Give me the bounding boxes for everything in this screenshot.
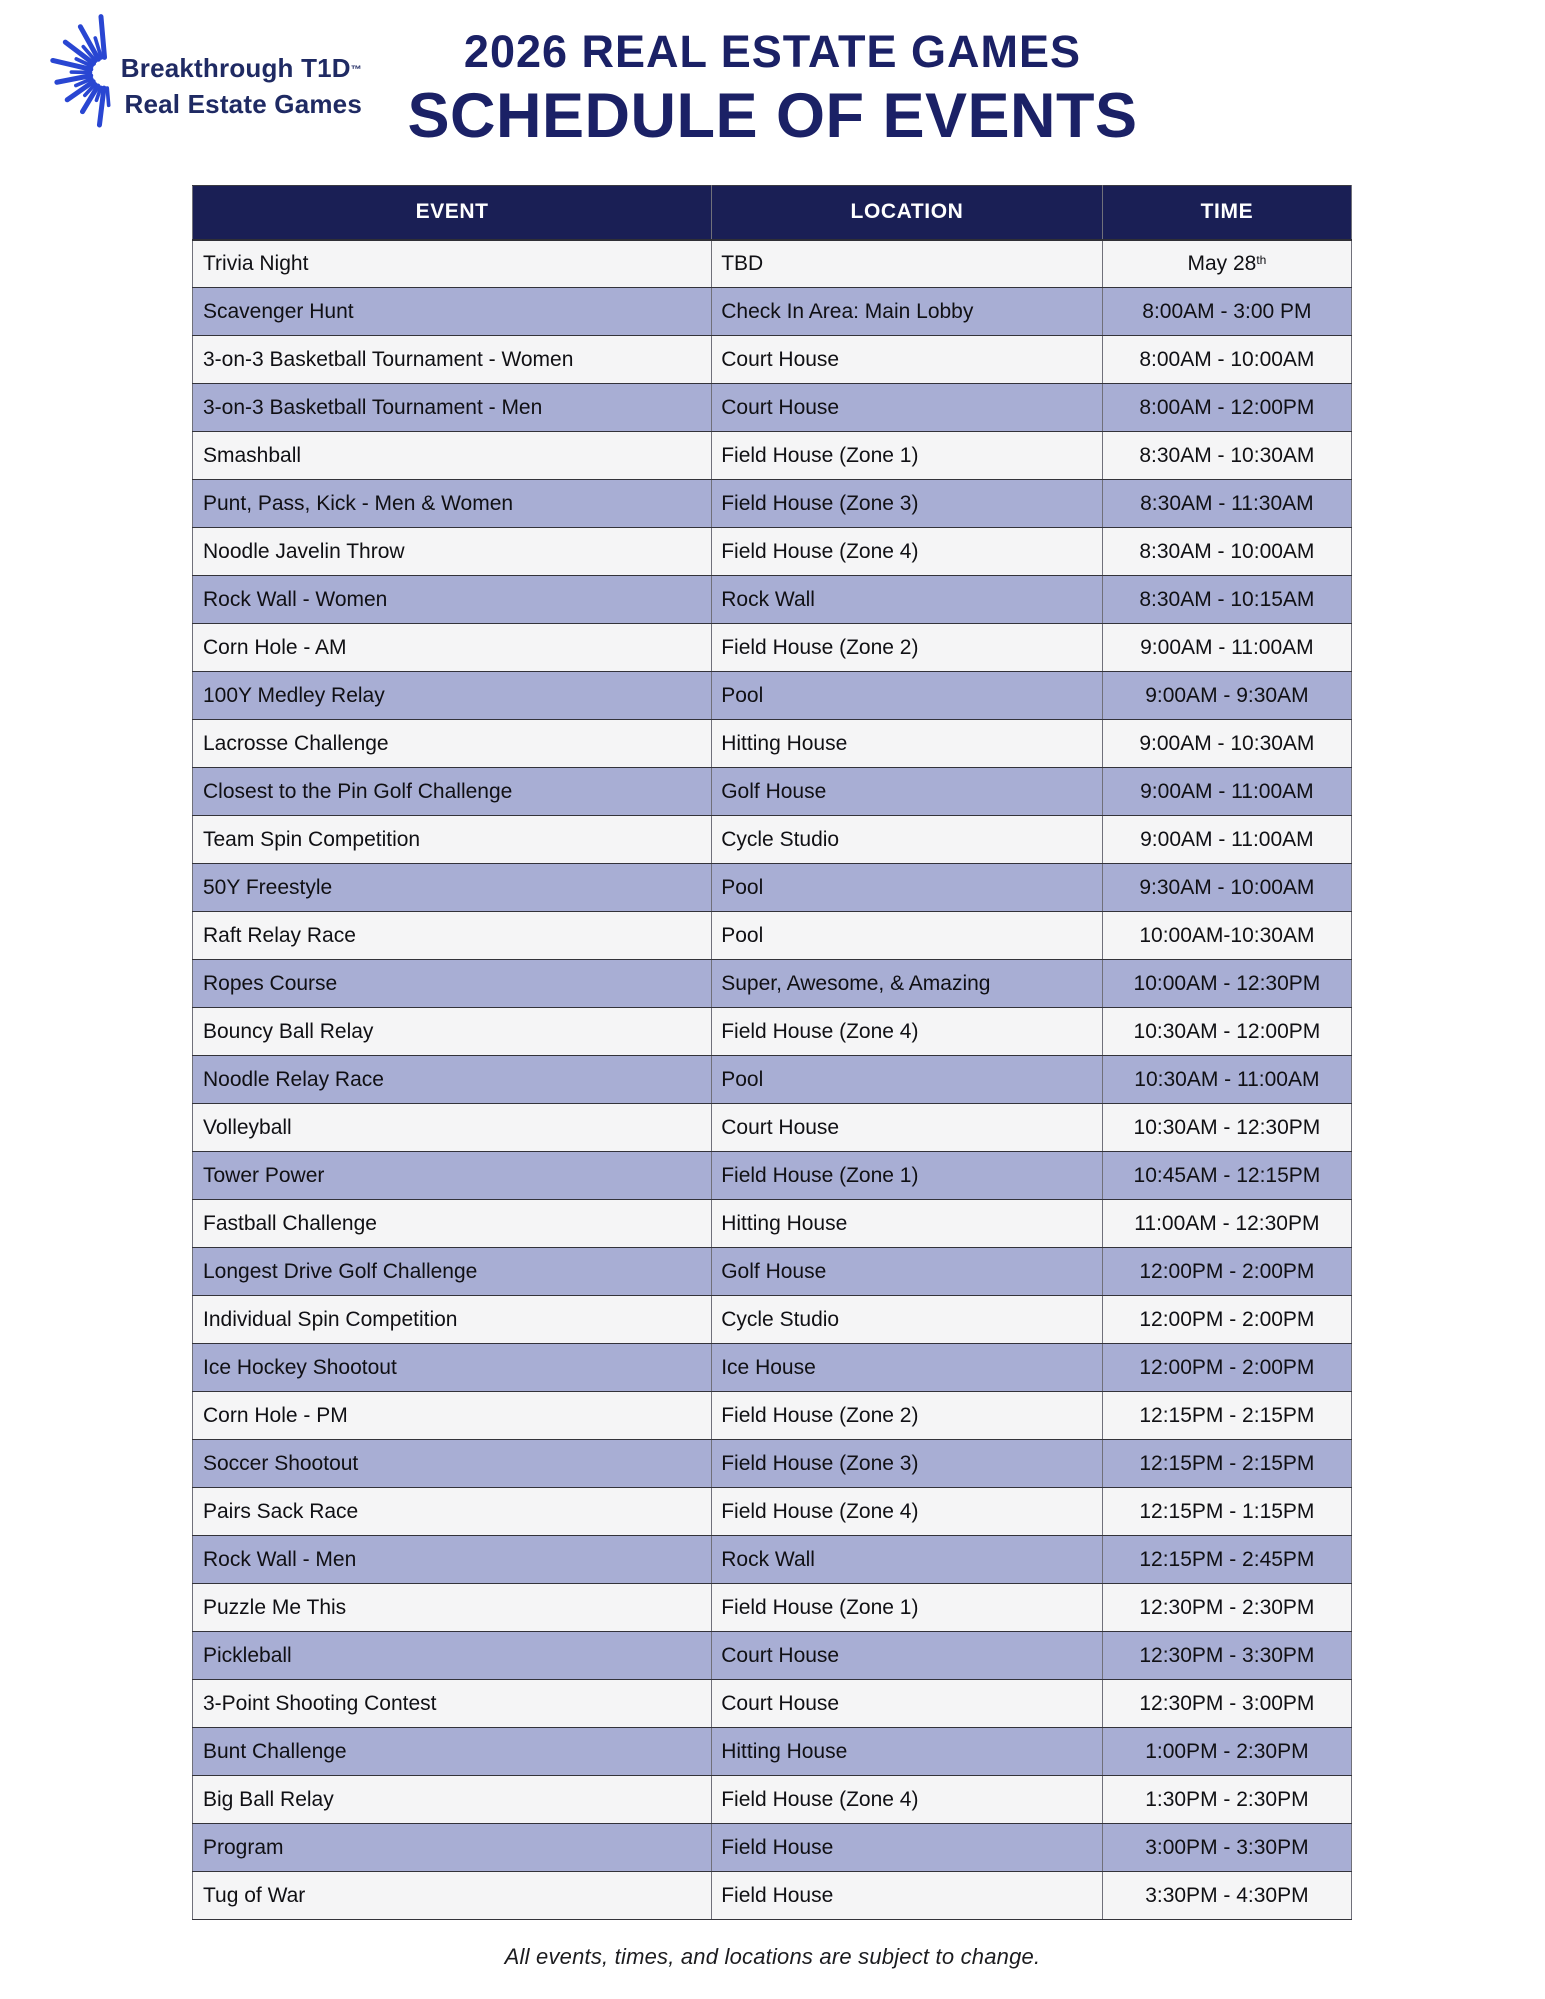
location-cell: Field House [712, 1824, 1103, 1872]
event-cell: 3-on-3 Basketball Tournament - Women [193, 336, 712, 384]
location-cell: Rock Wall [712, 576, 1103, 624]
location-cell: Field House (Zone 1) [712, 432, 1103, 480]
location-cell: Pool [712, 1056, 1103, 1104]
table-header-row [193, 186, 1352, 240]
time-cell: 1:30PM - 2:30PM [1102, 1776, 1351, 1824]
time-cell: 8:30AM - 11:30AM [1102, 480, 1351, 528]
table-row [193, 816, 1352, 864]
time-cell: 1:00PM - 2:30PM [1102, 1728, 1351, 1776]
table-row [193, 1680, 1352, 1728]
time-cell: 8:00AM - 3:00 PM [1102, 288, 1351, 336]
event-cell: Noodle Javelin Throw [193, 528, 712, 576]
event-cell: Raft Relay Race [193, 912, 712, 960]
event-cell: Volleyball [193, 1104, 712, 1152]
location-cell: Field House (Zone 2) [712, 624, 1103, 672]
location-cell: Super, Awesome, & Amazing [712, 960, 1103, 1008]
event-cell: Scavenger Hunt [193, 288, 712, 336]
time-cell: 9:00AM - 9:30AM [1102, 672, 1351, 720]
location-cell: Pool [712, 912, 1103, 960]
time-cell: 9:30AM - 10:00AM [1102, 864, 1351, 912]
event-cell: 50Y Freestyle [193, 864, 712, 912]
event-cell: Individual Spin Competition [193, 1296, 712, 1344]
event-cell: Smashball [193, 432, 712, 480]
time-cell: 8:00AM - 12:00PM [1102, 384, 1351, 432]
table-row [193, 1776, 1352, 1824]
table-row [193, 336, 1352, 384]
location-cell: Hitting House [712, 1728, 1103, 1776]
event-cell: Lacrosse Challenge [193, 720, 712, 768]
time-cell: 9:00AM - 10:30AM [1102, 720, 1351, 768]
time-cell: 12:30PM - 3:00PM [1102, 1680, 1351, 1728]
trademark-symbol: ™ [350, 64, 362, 76]
event-cell: Team Spin Competition [193, 816, 712, 864]
location-cell: Field House (Zone 3) [712, 480, 1103, 528]
table-row [193, 480, 1352, 528]
table-row [193, 1344, 1352, 1392]
table-row [193, 1104, 1352, 1152]
location-cell: Field House (Zone 4) [712, 1488, 1103, 1536]
column-header-event: EVENT [193, 186, 712, 240]
time-cell: 12:30PM - 3:30PM [1102, 1632, 1351, 1680]
location-cell: Hitting House [712, 720, 1103, 768]
table-row [193, 1200, 1352, 1248]
location-cell: Court House [712, 1680, 1103, 1728]
table-row [193, 864, 1352, 912]
table-row [193, 1488, 1352, 1536]
table-row [193, 1584, 1352, 1632]
time-cell: 3:00PM - 3:30PM [1102, 1824, 1351, 1872]
location-cell: Field House [712, 1872, 1103, 1920]
time-cell: 11:00AM - 12:30PM [1102, 1200, 1351, 1248]
table-row [193, 672, 1352, 720]
schedule-table [192, 185, 1352, 1920]
table-row [193, 432, 1352, 480]
location-cell: Field House (Zone 1) [712, 1584, 1103, 1632]
time-cell: 9:00AM - 11:00AM [1102, 816, 1351, 864]
event-cell: Tower Power [193, 1152, 712, 1200]
location-cell: Field House (Zone 1) [712, 1152, 1103, 1200]
table-row [193, 768, 1352, 816]
location-cell: Golf House [712, 1248, 1103, 1296]
location-cell: TBD [712, 240, 1103, 288]
location-cell: Golf House [712, 768, 1103, 816]
title-year-line: 2026 REAL ESTATE GAMES [463, 26, 1082, 77]
page-title [0, 26, 1545, 152]
time-cell: 10:00AM-10:30AM [1102, 912, 1351, 960]
time-cell: 12:15PM - 2:15PM [1102, 1440, 1351, 1488]
event-cell: Trivia Night [193, 240, 712, 288]
time-cell: 12:30PM - 2:30PM [1102, 1584, 1351, 1632]
table-row [193, 1248, 1352, 1296]
time-cell: 12:00PM - 2:00PM [1102, 1344, 1351, 1392]
table-row [193, 1440, 1352, 1488]
event-cell: Longest Drive Golf Challenge [193, 1248, 712, 1296]
event-cell: Pairs Sack Race [193, 1488, 712, 1536]
location-cell: Court House [712, 1632, 1103, 1680]
event-cell: Noodle Relay Race [193, 1056, 712, 1104]
location-cell: Court House [712, 336, 1103, 384]
event-cell: Program [193, 1824, 712, 1872]
event-cell: Big Ball Relay [193, 1776, 712, 1824]
table-row [193, 960, 1352, 1008]
table-row [193, 528, 1352, 576]
time-cell: 12:00PM - 2:00PM [1102, 1248, 1351, 1296]
event-cell: Soccer Shootout [193, 1440, 712, 1488]
time-cell: 10:45AM - 12:15PM [1102, 1152, 1351, 1200]
time-cell: May 28th [1102, 240, 1351, 288]
time-cell: 8:30AM - 10:15AM [1102, 576, 1351, 624]
location-cell: Cycle Studio [712, 816, 1103, 864]
time-cell: 8:00AM - 10:00AM [1102, 336, 1351, 384]
time-cell: 10:00AM - 12:30PM [1102, 960, 1351, 1008]
table-row [193, 576, 1352, 624]
event-cell: 3-on-3 Basketball Tournament - Men [193, 384, 712, 432]
table-row [193, 720, 1352, 768]
event-cell: Bouncy Ball Relay [193, 1008, 712, 1056]
location-cell: Hitting House [712, 1200, 1103, 1248]
table-row [193, 1824, 1352, 1872]
time-cell: 9:00AM - 11:00AM [1102, 768, 1351, 816]
event-cell: Rock Wall - Women [193, 576, 712, 624]
location-cell: Check In Area: Main Lobby [712, 288, 1103, 336]
time-cell: 12:00PM - 2:00PM [1102, 1296, 1351, 1344]
event-cell: Ice Hockey Shootout [193, 1344, 712, 1392]
location-cell: Field House (Zone 4) [712, 1776, 1103, 1824]
event-cell: Bunt Challenge [193, 1728, 712, 1776]
logo-line2: Real Estate Games [124, 89, 362, 119]
event-cell: Tug of War [193, 1872, 712, 1920]
table-row [193, 1872, 1352, 1920]
location-cell: Pool [712, 864, 1103, 912]
column-header-time: TIME [1102, 186, 1351, 240]
time-cell: 8:30AM - 10:30AM [1102, 432, 1351, 480]
time-cell: 8:30AM - 10:00AM [1102, 528, 1351, 576]
table-row [193, 1728, 1352, 1776]
location-cell: Rock Wall [712, 1536, 1103, 1584]
event-cell: Fastball Challenge [193, 1200, 712, 1248]
event-cell: 100Y Medley Relay [193, 672, 712, 720]
location-cell: Field House (Zone 3) [712, 1440, 1103, 1488]
time-cell: 10:30AM - 11:00AM [1102, 1056, 1351, 1104]
time-cell: 3:30PM - 4:30PM [1102, 1872, 1351, 1920]
event-cell: Corn Hole - PM [193, 1392, 712, 1440]
time-cell: 10:30AM - 12:30PM [1102, 1104, 1351, 1152]
table-row [193, 1632, 1352, 1680]
table-row [193, 624, 1352, 672]
column-header-location: LOCATION [712, 186, 1103, 240]
disclaimer-note: All events, times, and locations are subject to change. [504, 1944, 1041, 1969]
event-cell: Corn Hole - AM [193, 624, 712, 672]
location-cell: Cycle Studio [712, 1296, 1103, 1344]
table-row [193, 1008, 1352, 1056]
time-cell: 10:30AM - 12:00PM [1102, 1008, 1351, 1056]
event-cell: Puzzle Me This [193, 1584, 712, 1632]
time-cell: 9:00AM - 11:00AM [1102, 624, 1351, 672]
table-row [193, 1056, 1352, 1104]
location-cell: Pool [712, 672, 1103, 720]
event-cell: Rock Wall - Men [193, 1536, 712, 1584]
event-cell: Ropes Course [193, 960, 712, 1008]
table-row [193, 912, 1352, 960]
table-row [193, 1296, 1352, 1344]
location-cell: Field House (Zone 4) [712, 1008, 1103, 1056]
location-cell: Court House [712, 384, 1103, 432]
time-cell: 12:15PM - 2:45PM [1102, 1536, 1351, 1584]
time-cell: 12:15PM - 1:15PM [1102, 1488, 1351, 1536]
location-cell: Field House (Zone 4) [712, 528, 1103, 576]
table-row [193, 1392, 1352, 1440]
table-row [193, 1152, 1352, 1200]
title-schedule-line: SCHEDULE OF EVENTS [407, 81, 1138, 151]
time-cell: 12:15PM - 2:15PM [1102, 1392, 1351, 1440]
table-row [193, 288, 1352, 336]
table-row [193, 240, 1352, 288]
event-cell: Punt, Pass, Kick - Men & Women [193, 480, 712, 528]
event-cell: 3-Point Shooting Contest [193, 1680, 712, 1728]
event-cell: Closest to the Pin Golf Challenge [193, 768, 712, 816]
location-cell: Ice House [712, 1344, 1103, 1392]
logo-line1: Breakthrough T1D™ [120, 53, 362, 83]
event-cell: Pickleball [193, 1632, 712, 1680]
location-cell: Court House [712, 1104, 1103, 1152]
location-cell: Field House (Zone 2) [712, 1392, 1103, 1440]
table-row [193, 384, 1352, 432]
table-row [193, 1536, 1352, 1584]
schedule-body [193, 240, 1352, 1920]
